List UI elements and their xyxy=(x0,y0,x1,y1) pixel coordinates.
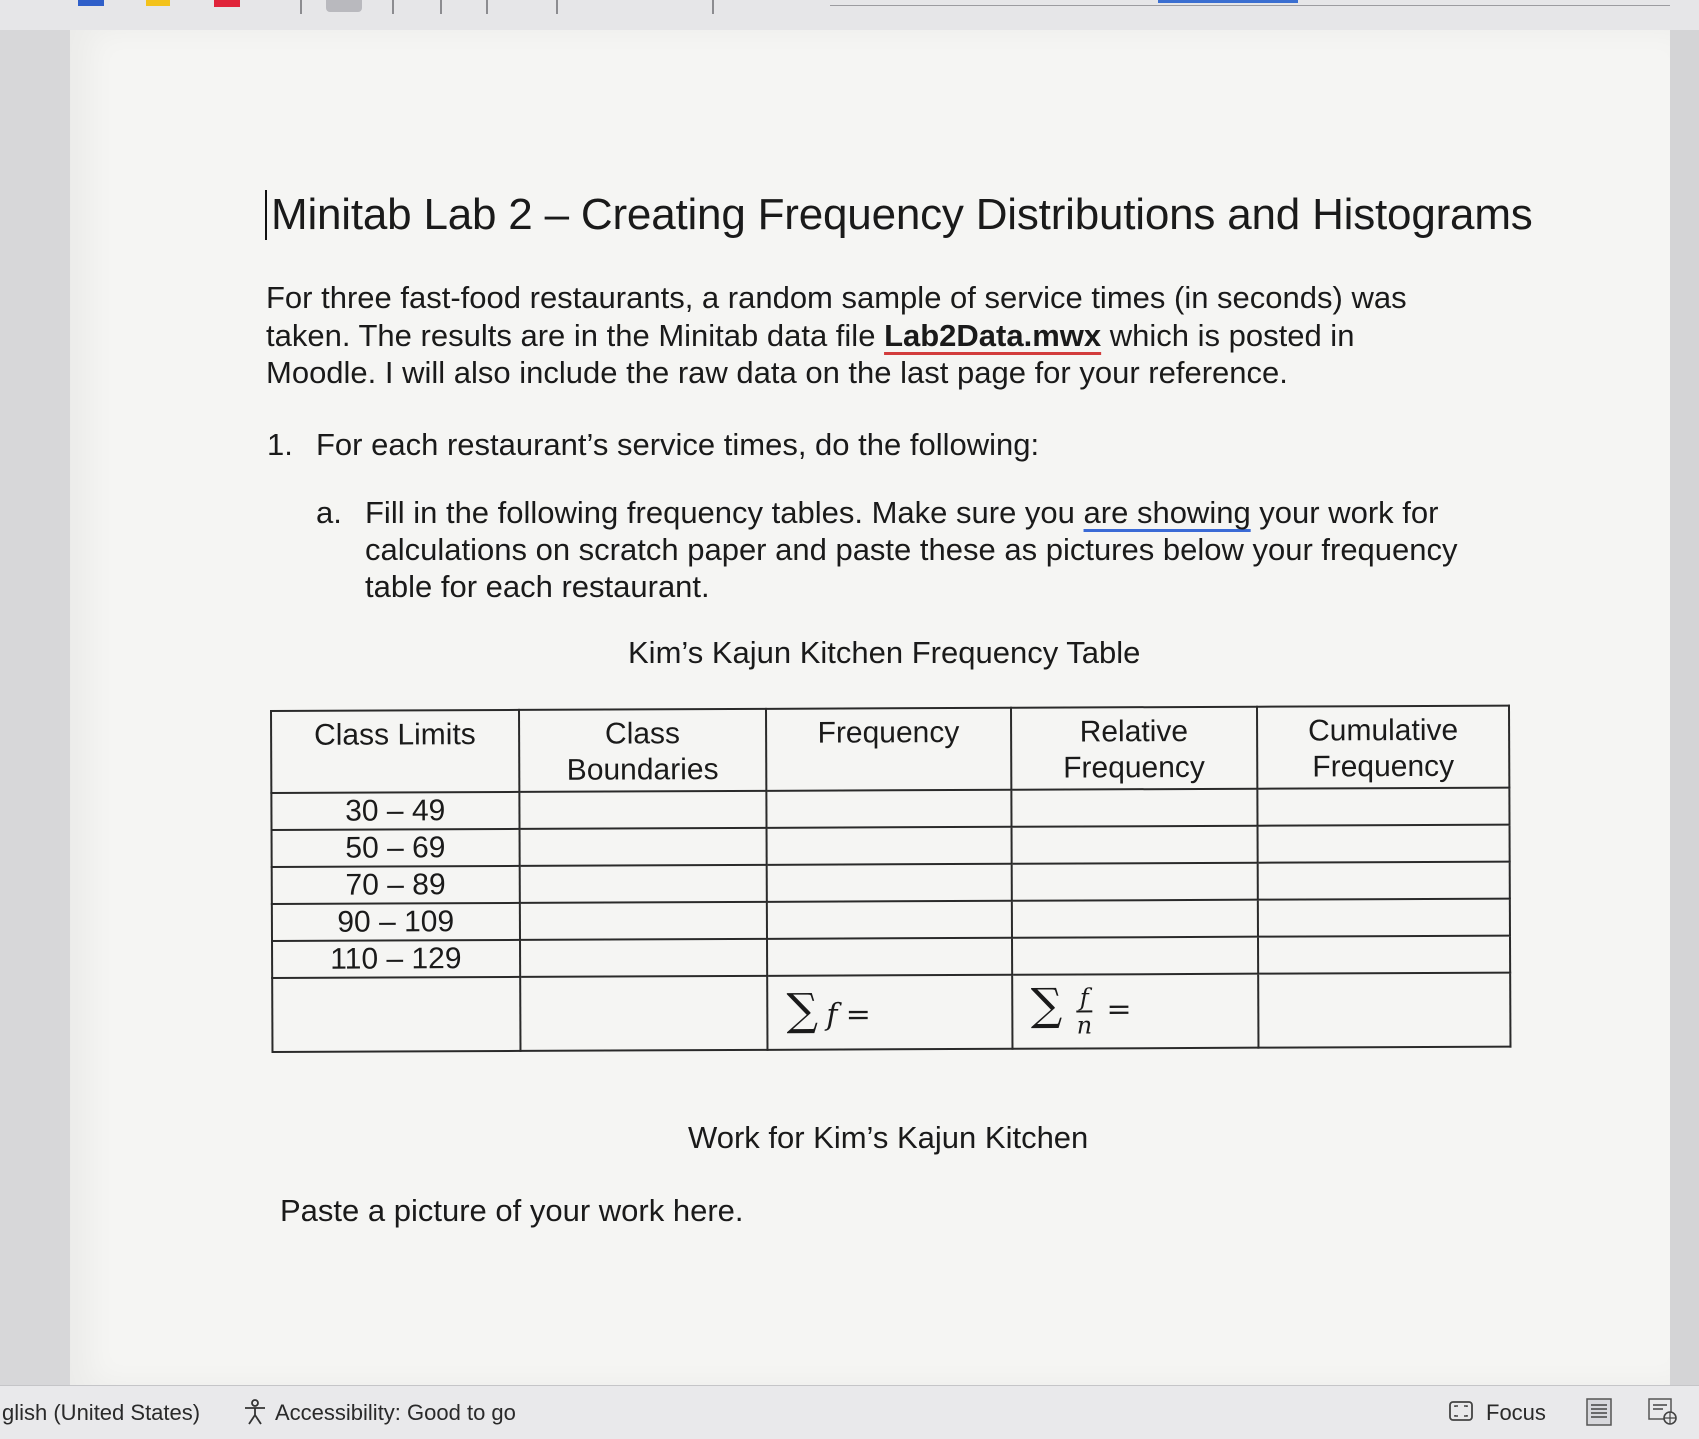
equals-sign: = xyxy=(845,997,871,1033)
table-sum-row xyxy=(272,973,1510,1052)
font-color-icon[interactable] xyxy=(78,0,104,6)
frequency-variable: f xyxy=(826,997,838,1033)
sum-frequency-cell[interactable] xyxy=(767,975,1012,1050)
empty-cell[interactable] xyxy=(767,864,1011,902)
empty-cell[interactable] xyxy=(1258,862,1510,900)
empty-cell[interactable] xyxy=(1257,788,1509,826)
align-right-icon[interactable] xyxy=(440,0,442,14)
equals-sign: = xyxy=(1106,992,1132,1028)
question-text: Fill in the following frequency tables. Make sure you xyxy=(365,495,1084,530)
accessibility-status[interactable]: Accessibility: Good to go xyxy=(275,1400,516,1425)
empty-cell[interactable] xyxy=(1258,825,1510,863)
scrollbar-area[interactable] xyxy=(1670,30,1699,1385)
empty-cell[interactable] xyxy=(1258,973,1510,1048)
class-limit-cell[interactable]: 50 – 69 xyxy=(272,829,520,867)
focus-icon[interactable] xyxy=(1448,1400,1474,1422)
class-limit-cell[interactable]: 90 – 109 xyxy=(272,903,520,941)
table-row xyxy=(271,788,1509,830)
empty-cell[interactable] xyxy=(767,790,1011,828)
question-a-line[interactable] xyxy=(365,495,1438,531)
empty-cell[interactable] xyxy=(1011,789,1258,827)
empty-cell[interactable] xyxy=(1011,863,1258,901)
table-row xyxy=(272,862,1510,904)
intro-paragraph-line[interactable]: For three fast-food restaurants, a random sample of service times (in seconds) was xyxy=(266,280,1407,315)
list-letter: a. xyxy=(316,495,342,530)
data-file-name[interactable]: Lab2Data.mwx xyxy=(884,318,1102,353)
highlight-color-icon[interactable] xyxy=(146,0,170,6)
table-title[interactable]: Kim’s Kajun Kitchen Frequency Table xyxy=(628,635,1141,670)
work-section-title[interactable]: Work for Kim’s Kajun Kitchen xyxy=(688,1120,1089,1155)
empty-cell[interactable] xyxy=(1011,900,1258,938)
status-bar xyxy=(0,1385,1699,1439)
class-limit-cell[interactable]: 70 – 89 xyxy=(272,866,520,904)
table-row xyxy=(272,936,1510,978)
header-class-limits[interactable]: Class Limits xyxy=(271,710,519,793)
empty-cell[interactable] xyxy=(520,976,768,1051)
web-layout-view-icon[interactable] xyxy=(1648,1398,1678,1426)
empty-cell[interactable] xyxy=(519,791,767,829)
list-number: 1. xyxy=(267,427,293,462)
empty-cell[interactable] xyxy=(519,828,767,866)
intro-paragraph-line[interactable] xyxy=(266,318,1354,354)
grammar-suggestion[interactable]: are showing xyxy=(1083,495,1251,530)
intro-text: taken. The results are in the Minitab data file xyxy=(266,318,885,353)
empty-cell[interactable] xyxy=(767,901,1011,939)
empty-cell[interactable] xyxy=(1012,937,1259,975)
empty-cell[interactable] xyxy=(1258,936,1510,974)
table-header-row xyxy=(271,706,1509,793)
class-limit-cell[interactable]: 110 – 129 xyxy=(272,940,520,978)
empty-cell[interactable] xyxy=(519,902,767,940)
sigma-symbol: ∑ xyxy=(1030,979,1063,1031)
intro-paragraph-line[interactable]: Moodle. I will also include the raw data on the last page for your reference. xyxy=(266,355,1288,390)
empty-cell[interactable] xyxy=(519,865,767,903)
document-page[interactable] xyxy=(70,30,1670,1385)
accessibility-icon[interactable] xyxy=(242,1399,268,1425)
header-relative-frequency[interactable]: Relative Frequency xyxy=(1011,707,1258,790)
toolbar-separator xyxy=(300,0,302,14)
empty-cell[interactable] xyxy=(767,827,1011,865)
frequency-table[interactable] xyxy=(270,705,1511,1053)
header-cumulative-frequency[interactable]: Cumulative Frequency xyxy=(1257,706,1509,789)
paste-instruction[interactable]: Paste a picture of your work here. xyxy=(280,1193,744,1228)
toolbar-separator xyxy=(712,0,714,14)
empty-cell[interactable] xyxy=(1011,826,1258,864)
language-status[interactable]: glish (United States) xyxy=(2,1400,201,1425)
table-row xyxy=(272,825,1510,867)
text-color-icon[interactable] xyxy=(214,0,240,7)
fraction-f-over-n: $\frac{f}{n}$ xyxy=(1076,983,1093,1040)
print-layout-view-icon[interactable] xyxy=(1586,1398,1612,1426)
ribbon-toolbar xyxy=(0,0,1699,31)
focus-mode-button[interactable]: Focus xyxy=(1486,1400,1546,1425)
align-left-icon[interactable] xyxy=(326,0,362,12)
class-limit-cell[interactable]: 30 – 49 xyxy=(271,792,519,830)
question-a-line[interactable]: table for each restaurant. xyxy=(365,569,710,604)
empty-cell[interactable] xyxy=(767,938,1011,976)
question-a-line[interactable]: calculations on scratch paper and paste these as pictures below your frequency xyxy=(365,532,1458,567)
sum-relative-frequency-cell[interactable] xyxy=(1012,974,1259,1049)
question-1-text[interactable]: For each restaurant’s service times, do the following: xyxy=(316,427,1040,462)
intro-text: which is posted in xyxy=(1101,318,1355,353)
sigma-symbol: ∑ xyxy=(786,984,819,1036)
header-class-boundaries[interactable]: Class Boundaries xyxy=(519,709,767,792)
line-spacing-icon[interactable] xyxy=(556,0,558,14)
header-frequency[interactable]: Frequency xyxy=(766,708,1011,791)
align-center-icon[interactable] xyxy=(392,0,394,14)
left-margin-area xyxy=(0,30,70,1385)
question-text: your work for xyxy=(1250,495,1439,530)
justify-icon[interactable] xyxy=(486,0,488,14)
empty-cell[interactable] xyxy=(272,977,520,1052)
empty-cell[interactable] xyxy=(1258,899,1510,937)
document-title[interactable]: Minitab Lab 2 – Creating Frequency Distributions and Histograms xyxy=(265,190,1533,240)
table-row xyxy=(272,899,1510,941)
empty-cell[interactable] xyxy=(520,939,768,977)
selected-style-indicator xyxy=(1158,0,1298,3)
